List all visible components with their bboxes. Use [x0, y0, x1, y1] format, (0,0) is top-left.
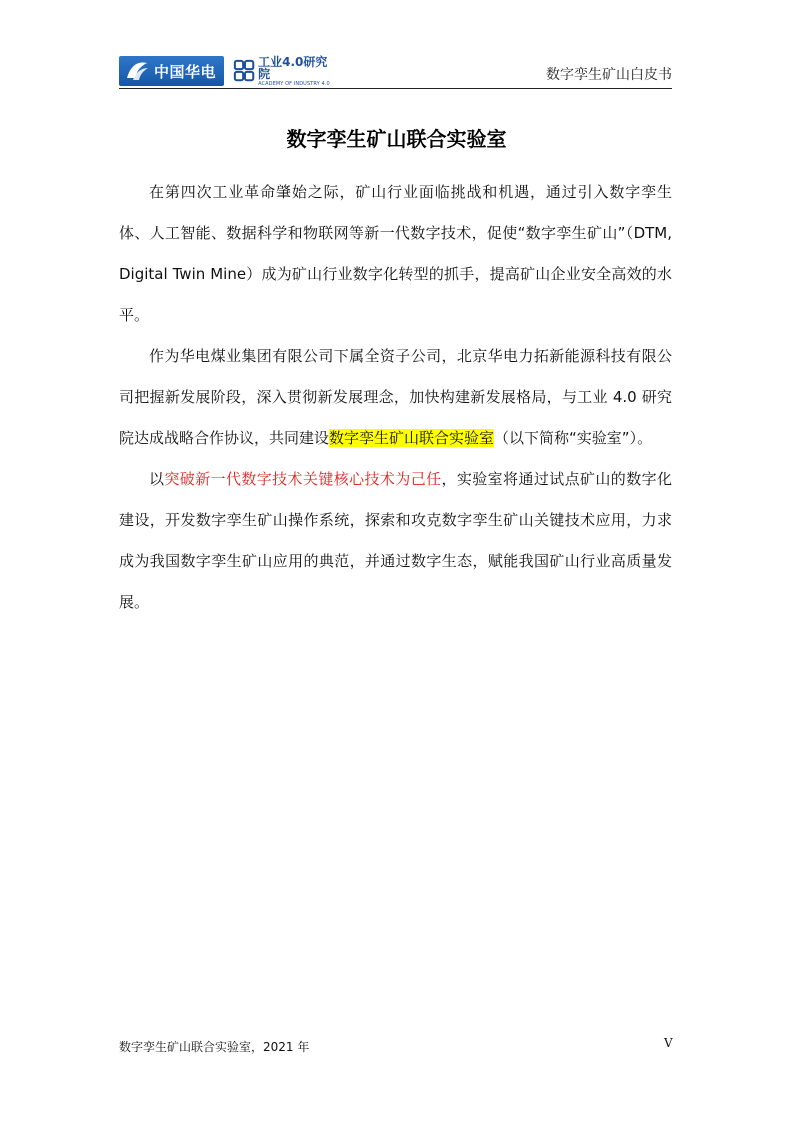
paragraph-3: [119, 459, 672, 623]
paragraph-3-text: ，实验室将通过试点矿山的数字化建设，开发数字孪生矿山操作系统，探索和攻克数字孪生矿山关键技术应用，力求成为我国数字孪生矿山应用的典范，并通过数字生态，赋能我国矿山行业高质量发展。: [119, 470, 672, 611]
industry-4-academy-logo: [233, 56, 333, 86]
document-title: 数字孪生矿山联合实验室: [286, 127, 507, 151]
paragraph-2: [119, 336, 672, 459]
huadian-emblem-icon: [123, 58, 151, 84]
header-divider: [119, 88, 672, 89]
academy-emblem-icon: [233, 58, 255, 84]
academy-logo-cn-text: 工业4.0研究院: [258, 54, 328, 81]
header-title: 数字孪生矿山白皮书: [546, 67, 672, 83]
paragraph-1-text: 在第四次工业革命肇始之际，矿山行业面临挑战和机遇，通过引入数字孪生体、人工智能、数据科学和物联网等新一代数字技术，促使“数字孪生矿山”（DTM, Digital Twin Mine）成为矿山行业数字化转型的抓手，提高矿山企业安全高效的水平。: [119, 183, 672, 324]
academy-logo-en-text: ACADEMY OF INDUSTRY 4.0: [258, 80, 330, 87]
paragraph-2-tail-text: （以下简称“实验室”）。: [494, 429, 653, 447]
paragraph-2-text: 作为华电煤业集团有限公司下属全资子公司，北京华电力拓新能源科技有限公司把握新发展阶段，深入贯彻新发展理念，加快构建新发展格局，与工业 4.0 研究院达成战略合作协议，共同建设: [119, 347, 672, 447]
footer-caption: 数字孪生矿山联合实验室，2021 年: [119, 1040, 310, 1054]
highlighted-lab-name: 数字孪生矿山联合实验室: [329, 429, 495, 447]
paragraph-3-lead-text: 以: [149, 470, 165, 488]
paragraph-1: [119, 172, 672, 336]
china-huadian-logo: [119, 56, 224, 86]
page-header: [119, 54, 672, 88]
china-huadian-logo-text: 中国华电: [154, 62, 217, 81]
document-body: [119, 172, 672, 623]
page-number: V: [664, 1036, 673, 1050]
red-emphasis-text: 突破新一代数字技术关键核心技术为己任: [164, 470, 442, 488]
